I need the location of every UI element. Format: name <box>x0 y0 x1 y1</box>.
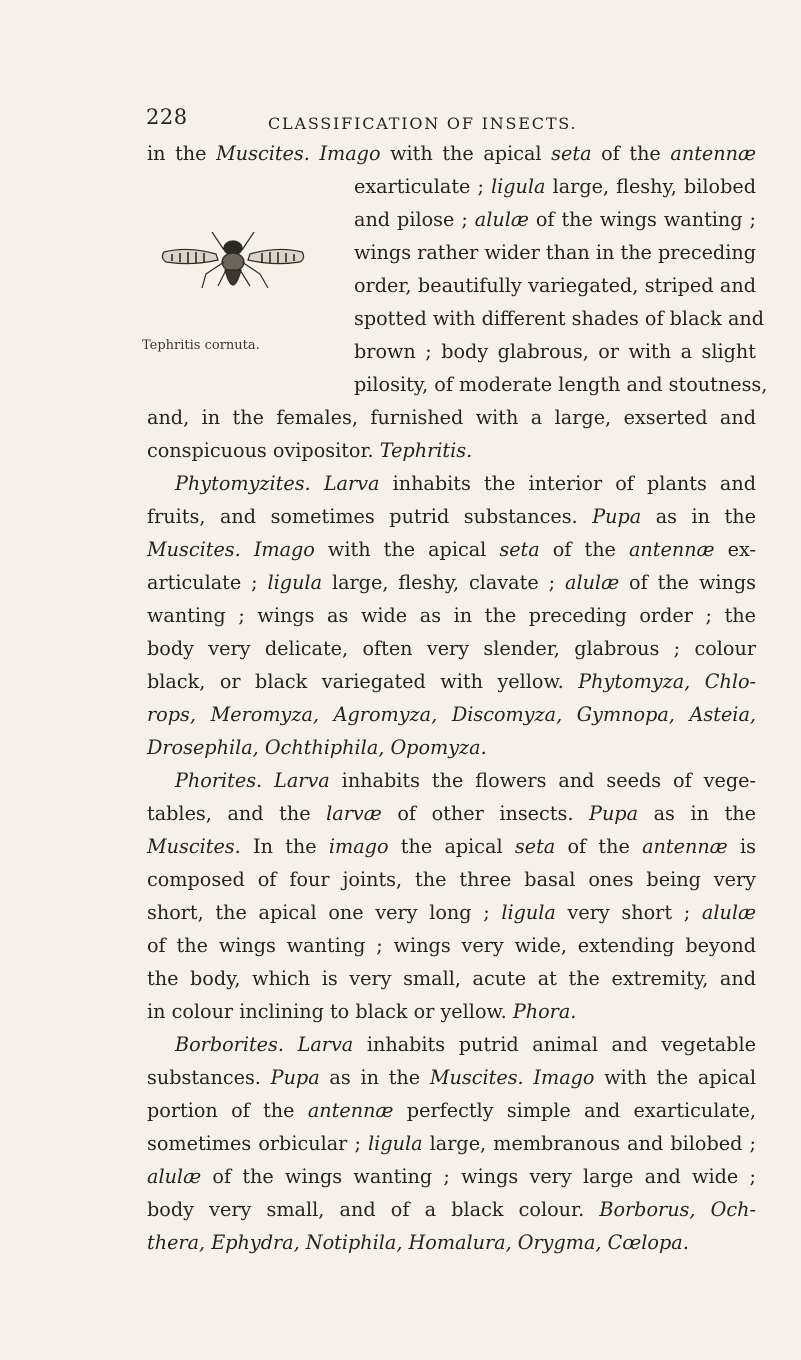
italic-term: seta <box>499 538 540 561</box>
italic-term: antennæ <box>670 142 757 165</box>
text-line <box>175 1028 756 1061</box>
tephritis-figure-icon <box>158 232 308 292</box>
text-run: composed of four joints, the three basal ones being very <box>147 868 756 891</box>
text-run: black, or black variegated with yellow. <box>147 670 579 693</box>
text-line <box>147 830 756 863</box>
text-line <box>175 467 756 500</box>
italic-term: alulæ <box>565 571 620 594</box>
text-run: of the wings wanting ; wings very large and wide ; <box>201 1165 756 1188</box>
text-run <box>524 1066 534 1089</box>
text-run: inhabits putrid animal and vegetable <box>353 1033 756 1056</box>
text-line <box>354 368 768 401</box>
text-run: brown ; body glabrous, or with a slight <box>354 340 756 363</box>
text-line <box>147 863 756 896</box>
italic-term: seta <box>514 835 556 858</box>
text-run: spotted with different shades of black and <box>354 307 765 330</box>
italic-term: antennæ <box>307 1099 394 1122</box>
page-number: 228 <box>146 105 188 129</box>
text-run: and pilose ; <box>354 208 475 231</box>
text-run: sometimes orbicular ; <box>147 1132 369 1155</box>
text-run: ex- <box>714 538 756 561</box>
italic-term: ligula <box>368 1132 423 1155</box>
text-run <box>311 472 324 495</box>
text-run: portion of the <box>147 1099 308 1122</box>
italic-term: Imago <box>319 142 381 165</box>
text-line <box>147 137 756 170</box>
italic-term: Phorites. <box>175 769 263 792</box>
italic-term: Muscites. <box>147 538 241 561</box>
text-run: as in the <box>641 505 756 528</box>
text-run: large, fleshy, clavate ; <box>322 571 565 594</box>
text-run: inhabits the interior of plants and <box>379 472 756 495</box>
text-line <box>147 1127 756 1160</box>
text-run: perfectly simple and exarticulate, <box>393 1099 757 1122</box>
italic-term: seta <box>551 142 592 165</box>
text-run: of the wings wanting ; <box>528 208 757 231</box>
text-line <box>147 896 756 929</box>
italic-term: Phytomyzites. <box>175 472 311 495</box>
text-run: very short ; <box>555 901 702 924</box>
italic-term: Muscites. <box>147 835 241 858</box>
italic-term: antennæ <box>642 835 728 858</box>
text-line <box>147 401 756 434</box>
text-run: substances. <box>147 1066 271 1089</box>
italic-term: Pupa <box>589 802 639 825</box>
italic-term: Imago <box>253 538 315 561</box>
text-run <box>262 769 274 792</box>
text-run: large, membranous and bilobed ; <box>422 1132 756 1155</box>
italic-term: Imago <box>533 1066 595 1089</box>
text-run: with the apical <box>594 1066 756 1089</box>
text-line <box>147 995 756 1028</box>
figure-caption: Tephritis cornuta. <box>142 338 260 353</box>
italic-term: larvæ <box>326 802 382 825</box>
running-head: CLASSIFICATION OF INSECTS. <box>268 114 578 133</box>
text-run: large, fleshy, bilobed <box>545 175 756 198</box>
italic-term: Pupa <box>592 505 642 528</box>
text-line <box>354 170 756 203</box>
text-run: wanting ; wings as wide as in the preceding order ; the <box>147 604 756 627</box>
italic-term: Pupa <box>270 1066 320 1089</box>
italic-term: Borborites. <box>175 1033 284 1056</box>
italic-term: alulæ <box>147 1165 202 1188</box>
italic-term: ligula <box>267 571 323 594</box>
text-line <box>147 962 756 995</box>
text-run: of the wings <box>619 571 757 594</box>
text-run: of the <box>555 835 643 858</box>
text-line <box>147 731 756 764</box>
text-run: of other insects. <box>381 802 590 825</box>
text-run: in the <box>147 142 217 165</box>
text-line <box>354 302 765 335</box>
text-run: is <box>727 835 756 858</box>
text-line <box>147 1094 756 1127</box>
text-run: wings rather wider than in the preceding <box>354 241 756 264</box>
italic-term: Larva <box>274 769 330 792</box>
text-run: articulate ; <box>147 571 268 594</box>
text-run: order, beautifully variegated, striped and <box>354 274 756 297</box>
italic-term: alulæ <box>701 901 756 924</box>
text-run: as in the <box>319 1066 430 1089</box>
text-line <box>354 335 756 368</box>
text-line <box>147 1160 756 1193</box>
italic-term: Muscites. <box>216 142 310 165</box>
italic-term: Larva <box>323 472 380 495</box>
text-run: the apical <box>388 835 515 858</box>
text-line <box>147 599 756 632</box>
text-run: with the apical <box>380 142 552 165</box>
text-run: and, in the females, furnished with a large, exserted and <box>147 406 756 429</box>
text-run: short, the apical one very long ; <box>147 901 502 924</box>
text-run: with the apical <box>314 538 500 561</box>
italic-term: Borborus, Och- <box>599 1198 756 1221</box>
text-line <box>147 665 756 698</box>
text-line <box>147 434 756 467</box>
text-run <box>284 1033 298 1056</box>
text-run: of the wings wanting ; wings very wide, extending beyond <box>147 934 756 957</box>
text-line <box>147 566 756 599</box>
text-run: of the <box>591 142 671 165</box>
text-line <box>147 698 756 731</box>
text-run: pilosity, of moderate length and stoutness, <box>354 373 768 396</box>
text-line <box>147 1226 756 1259</box>
text-line <box>147 533 756 566</box>
italic-term: ligula <box>491 175 546 198</box>
text-run: as in the <box>638 802 756 825</box>
italic-term: Drosephila, Ochthiphila, Opomyza. <box>147 736 487 759</box>
text-run: fruits, and sometimes putrid substances. <box>147 505 593 528</box>
text-run: body very small, and of a black colour. <box>147 1198 600 1221</box>
text-run: in colour inclining to black or yellow. <box>147 1000 513 1023</box>
italic-term: alulæ <box>474 208 529 231</box>
italic-term: imago <box>328 835 389 858</box>
text-run: tables, and the <box>147 802 327 825</box>
text-line <box>354 236 756 269</box>
text-line <box>147 1061 756 1094</box>
text-run: exarticulate ; <box>354 175 491 198</box>
text-line <box>354 269 756 302</box>
italic-term: antennæ <box>628 538 715 561</box>
text-run: conspicuous ovipositor. <box>147 439 380 462</box>
italic-term: Larva <box>297 1033 354 1056</box>
text-run: body very delicate, often very slender, glabrous ; colour <box>147 637 756 660</box>
italic-term: Phora. <box>512 1000 577 1023</box>
text-run: of the <box>539 538 629 561</box>
text-run <box>241 538 254 561</box>
text-line <box>147 500 756 533</box>
text-run: In the <box>240 835 329 858</box>
italic-term: rops, Meromyza, Agromyza, Discomyza, Gymnopa, Asteia, <box>147 703 756 726</box>
text-line <box>147 1193 756 1226</box>
italic-term: Tephritis. <box>379 439 473 462</box>
italic-term: ligula <box>501 901 556 924</box>
text-run: inhabits the flowers and seeds of vege- <box>329 769 756 792</box>
italic-term: thera, Ephydra, Notiphila, Homalura, Orygma, Cœlopa. <box>147 1231 689 1254</box>
text-line <box>354 203 756 236</box>
text-line <box>147 929 756 962</box>
italic-term: Phytomyza, Chlo- <box>578 670 756 693</box>
text-line <box>147 632 756 665</box>
text-line <box>147 797 756 830</box>
italic-term: Muscites. <box>429 1066 524 1089</box>
text-line <box>175 764 756 797</box>
text-run: the body, which is very small, acute at the extremity, and <box>147 967 756 990</box>
